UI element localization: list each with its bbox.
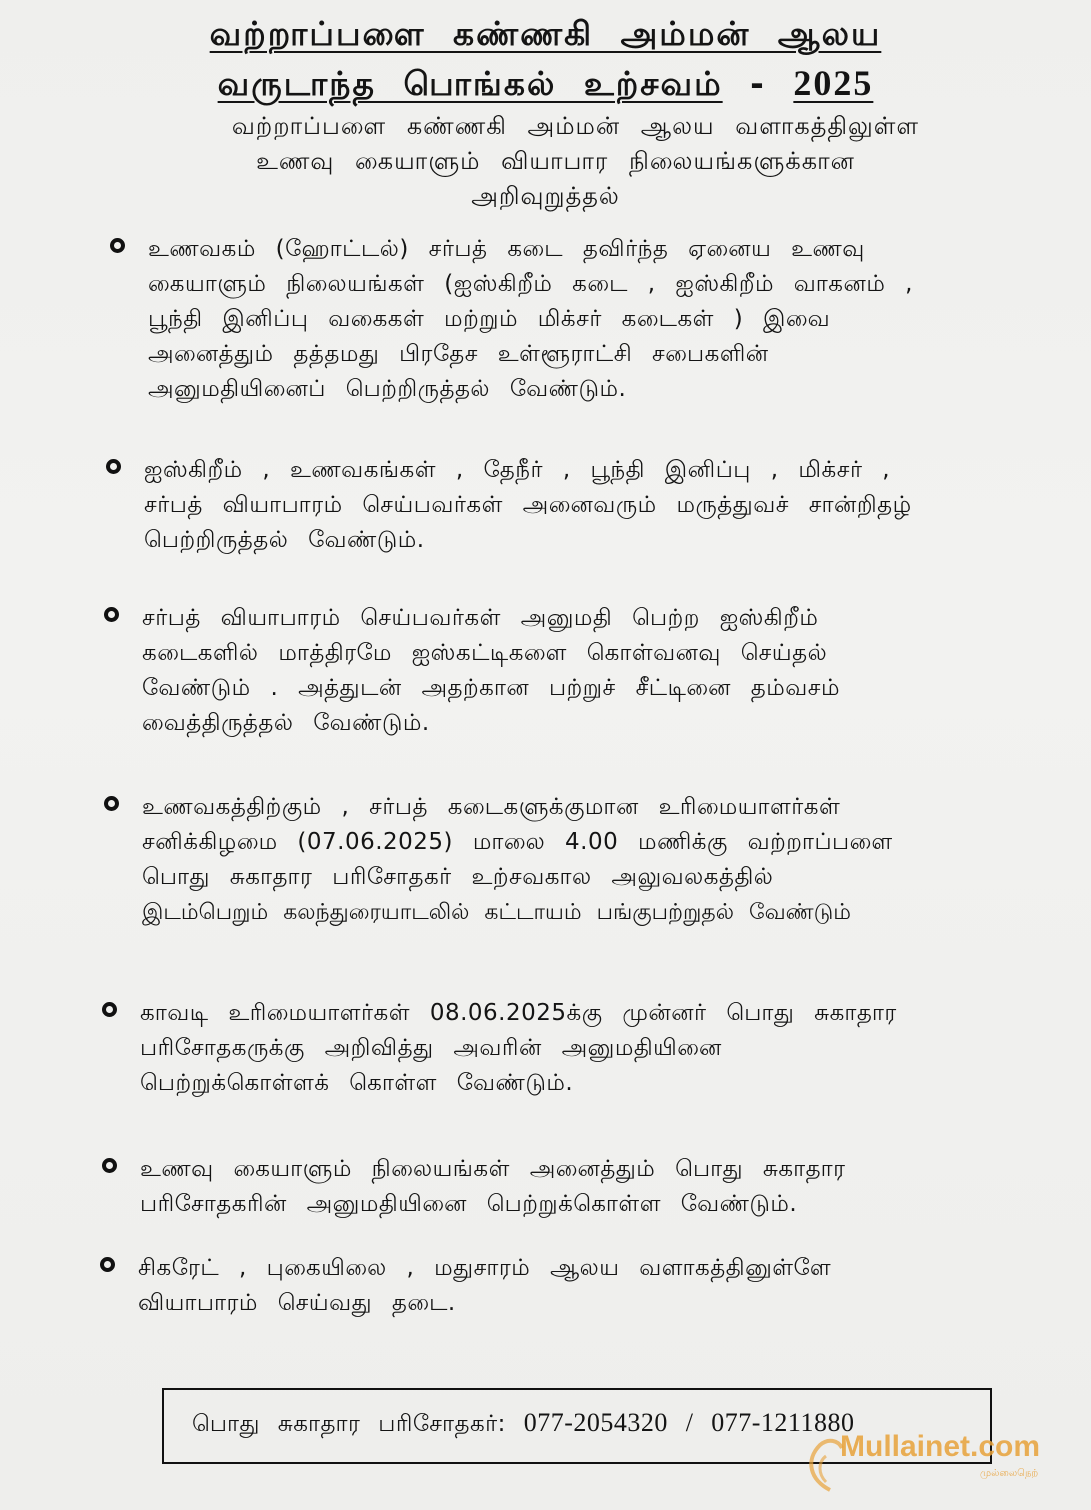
title-line-2	[0, 62, 1091, 108]
instruction-line: சிகரேட் , புகையிலை , மதுசாரம் ஆலய வளாகத்தினுள்ளே	[138, 1255, 832, 1281]
instruction-item	[100, 1251, 1040, 1321]
watermark-tagline: முல்லைநெற்	[980, 1468, 1039, 1479]
instruction-text	[138, 1251, 1040, 1321]
title-separator: -	[750, 64, 766, 103]
instruction-line: சனிக்கிழமை (07.06.2025) மாலை 4.00 மணிக்கு வற்றாப்பளை	[142, 829, 893, 855]
instruction-line: கடைகளில் மாத்திரமே ஐஸ்கட்டிகளை கொள்வனவு செய்தல்	[142, 640, 828, 666]
title-line-1-text: வற்றாப்பளை கண்ணகி அம்மன் ஆலய	[209, 14, 882, 53]
instruction-item	[102, 996, 1042, 1101]
subtitle-line-1: வற்றாப்பளை கண்ணகி அம்மன் ஆலய வளாகத்திலுள்ள	[231, 112, 920, 140]
instruction-line: சர்பத் வியாபாரம் செய்பவர்கள் அனுமதி பெற்ற ஐஸ்கிறீம்	[142, 605, 819, 631]
circle-bullet-icon	[102, 1002, 117, 1017]
phone-number-2: 077-1211880	[711, 1408, 855, 1437]
instruction-item	[104, 790, 1044, 930]
circle-bullet-icon	[110, 238, 125, 253]
instruction-item	[104, 601, 1044, 741]
watermark	[790, 1420, 1090, 1500]
phone-number-1: 077-2054320	[523, 1408, 668, 1437]
instruction-text	[148, 232, 1050, 407]
instruction-item	[110, 232, 1050, 407]
instruction-line: கையாளும் நிலையங்கள் (ஐஸ்கிறீம் கடை , ஐஸ்கிறீம் வாகனம் ,	[148, 271, 913, 297]
instruction-line: பெற்றுக்கொள்ளக் கொள்ள வேண்டும்.	[140, 1070, 574, 1096]
instruction-line: அனுமதியினைப் பெற்றிருத்தல் வேண்டும்.	[148, 376, 627, 402]
instruction-line: உணவகத்திற்கும் , சர்பத் கடைகளுக்குமான உரிமையாளர்கள்	[142, 794, 841, 820]
instruction-line: ஐஸ்கிறீம் , உணவகங்கள் , தேநீர் , பூந்தி இனிப்பு , மிக்சர் ,	[144, 457, 891, 483]
instruction-line: அனைத்தும் தத்தமது பிரதேச உள்ளூராட்சி சபைகளின்	[148, 341, 769, 367]
instruction-text	[144, 453, 1046, 558]
instruction-item	[106, 453, 1046, 558]
contact-label: பொது சுகாதார பரிசோதகர்:	[192, 1411, 506, 1437]
subtitle-line-3: அறிவுறுத்தல்	[471, 182, 620, 210]
instruction-line: வைத்திருத்தல் வேண்டும்.	[142, 710, 430, 736]
instruction-line: பொது சுகாதார பரிசோதகர் உற்சவகால அலுவலகத்தில்	[142, 864, 774, 890]
instruction-line: உணவகம் (ஹோட்டல்) சர்பத் கடை தவிர்ந்த ஏனைய உணவு	[148, 236, 865, 262]
contact-line	[192, 1408, 854, 1440]
title-line-1	[0, 14, 1091, 58]
instruction-text	[140, 996, 1042, 1101]
instruction-line: காவடி உரிமையாளர்கள் 08.06.2025க்கு முன்னர் பொது சுகாதார	[140, 1000, 897, 1026]
instruction-line: பெற்றிருத்தல் வேண்டும்.	[144, 527, 425, 553]
instruction-line: பரிசோதகரின் அனுமதியினை பெற்றுக்கொள்ள வேண்டும்.	[140, 1191, 798, 1217]
circle-bullet-icon	[106, 459, 121, 474]
instruction-line: சர்பத் வியாபாரம் செய்பவர்கள் அனைவரும் மருத்துவச் சான்றிதழ்	[144, 492, 912, 518]
instruction-text	[142, 790, 1044, 930]
watermark-brand: Mullainet.com	[840, 1430, 1041, 1463]
phone-separator: /	[685, 1408, 694, 1437]
instruction-line: பரிசோதகருக்கு அறிவித்து அவரின் அனுமதியினை	[140, 1035, 722, 1061]
circle-bullet-icon	[104, 607, 119, 622]
circle-bullet-icon	[104, 796, 119, 811]
title-line-2-text: வருடாந்த பொங்கல் உற்சவம்	[217, 64, 723, 103]
instruction-line: வேண்டும் . அத்துடன் அதற்கான பற்றுச் சீட்டினை தம்வசம்	[142, 675, 841, 701]
instruction-item	[102, 1152, 1042, 1222]
instruction-line: வியாபாரம் செய்வது தடை.	[138, 1290, 456, 1316]
instruction-line: பூந்தி இனிப்பு வகைகள் மற்றும் மிக்சர் கடைகள் ) இவை	[148, 306, 831, 332]
instruction-text	[142, 601, 1044, 741]
subtitle-line-2: உணவு கையாளும் வியாபார நிலையங்களுக்கான	[256, 147, 855, 175]
circle-bullet-icon	[100, 1257, 115, 1272]
instruction-line: உணவு கையாளும் நிலையங்கள் அனைத்தும் பொது சுகாதார	[140, 1156, 846, 1182]
circle-bullet-icon	[102, 1158, 117, 1173]
title-year: 2025	[793, 63, 874, 103]
instruction-line: இடம்பெறும் கலந்துரையாடலில் கட்டாயம் பங்குபற்றுதல் வேண்டும்	[142, 900, 851, 925]
instruction-text	[140, 1152, 1042, 1222]
